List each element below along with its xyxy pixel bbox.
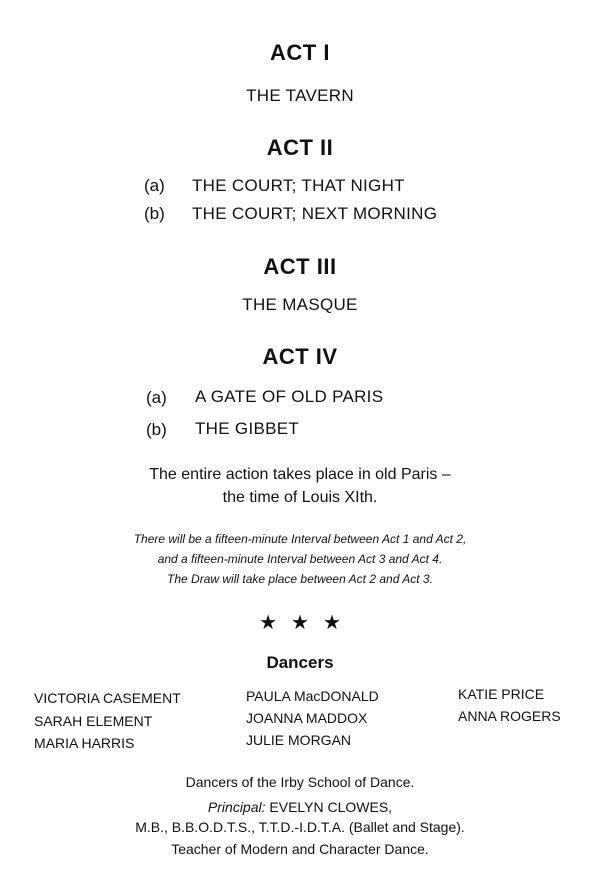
teacher-credit: Teacher of Modern and Character Dance. bbox=[171, 841, 429, 857]
act-1-title: ACT I bbox=[270, 40, 330, 65]
star-icon: ★ bbox=[322, 612, 341, 634]
dancer-name: JULIE MORGAN bbox=[246, 732, 352, 748]
principal-label: Principal: bbox=[207, 799, 266, 815]
dancer-name: JOANNA MADDOX bbox=[246, 710, 368, 726]
school-credit: Dancers of the Irby School of Dance. bbox=[185, 774, 415, 790]
act-1-scene: THE TAVERN bbox=[246, 86, 354, 105]
principal-credit bbox=[0, 797, 600, 818]
act-3-title: ACT III bbox=[263, 254, 337, 279]
act-2-title: ACT II bbox=[266, 135, 334, 160]
act-2-scene-b-marker: (b) bbox=[144, 204, 165, 223]
dancer-name: ANNA ROGERS bbox=[458, 708, 561, 724]
interval-note-1: There will be a fifteen-minute Interval between Act 1 and Act 2, bbox=[133, 532, 467, 546]
dancer-name: VICTORIA CASEMENT bbox=[34, 690, 181, 706]
act-2-scene-a-marker: (a) bbox=[144, 176, 165, 195]
act-4-title: ACT IV bbox=[262, 344, 338, 369]
act-4-scene-a-marker: (a) bbox=[146, 388, 167, 407]
dancer-name: MARIA HARRIS bbox=[34, 735, 135, 751]
act-2-scene-b: THE COURT; NEXT MORNING bbox=[192, 204, 438, 223]
act-4-scene-a: A GATE OF OLD PARIS bbox=[195, 387, 384, 406]
principal-qualifications: M.B., B.B.O.D.T.S., T.T.D.-I.D.T.A. (Ballet and Stage). bbox=[135, 819, 465, 835]
dancer-name: SARAH ELEMENT bbox=[34, 713, 153, 729]
star-icon: ★ bbox=[259, 612, 278, 634]
act-2-scene-a: THE COURT; THAT NIGHT bbox=[192, 176, 405, 195]
act-3-scene: THE MASQUE bbox=[242, 295, 358, 314]
star-icon: ★ bbox=[291, 612, 309, 634]
interval-note-3: The Draw will take place between Act 2 and Act 3. bbox=[167, 572, 433, 586]
setting-line-2: the time of Louis XIth. bbox=[222, 489, 378, 506]
act-4-scene-b-marker: (b) bbox=[146, 420, 167, 439]
act-4-scene-b: THE GIBBET bbox=[195, 419, 300, 438]
dancers-heading: Dancers bbox=[266, 653, 334, 672]
dancer-name: PAULA MacDONALD bbox=[246, 688, 379, 704]
principal-name: EVELYN CLOWES, bbox=[265, 799, 393, 815]
dancer-name: KATIE PRICE bbox=[458, 686, 545, 702]
interval-note-2: and a fifteen-minute Interval between Act 3 and Act 4. bbox=[157, 552, 443, 566]
setting-line-1: The entire action takes place in old Paris – bbox=[149, 466, 451, 483]
star-separator bbox=[0, 610, 600, 635]
